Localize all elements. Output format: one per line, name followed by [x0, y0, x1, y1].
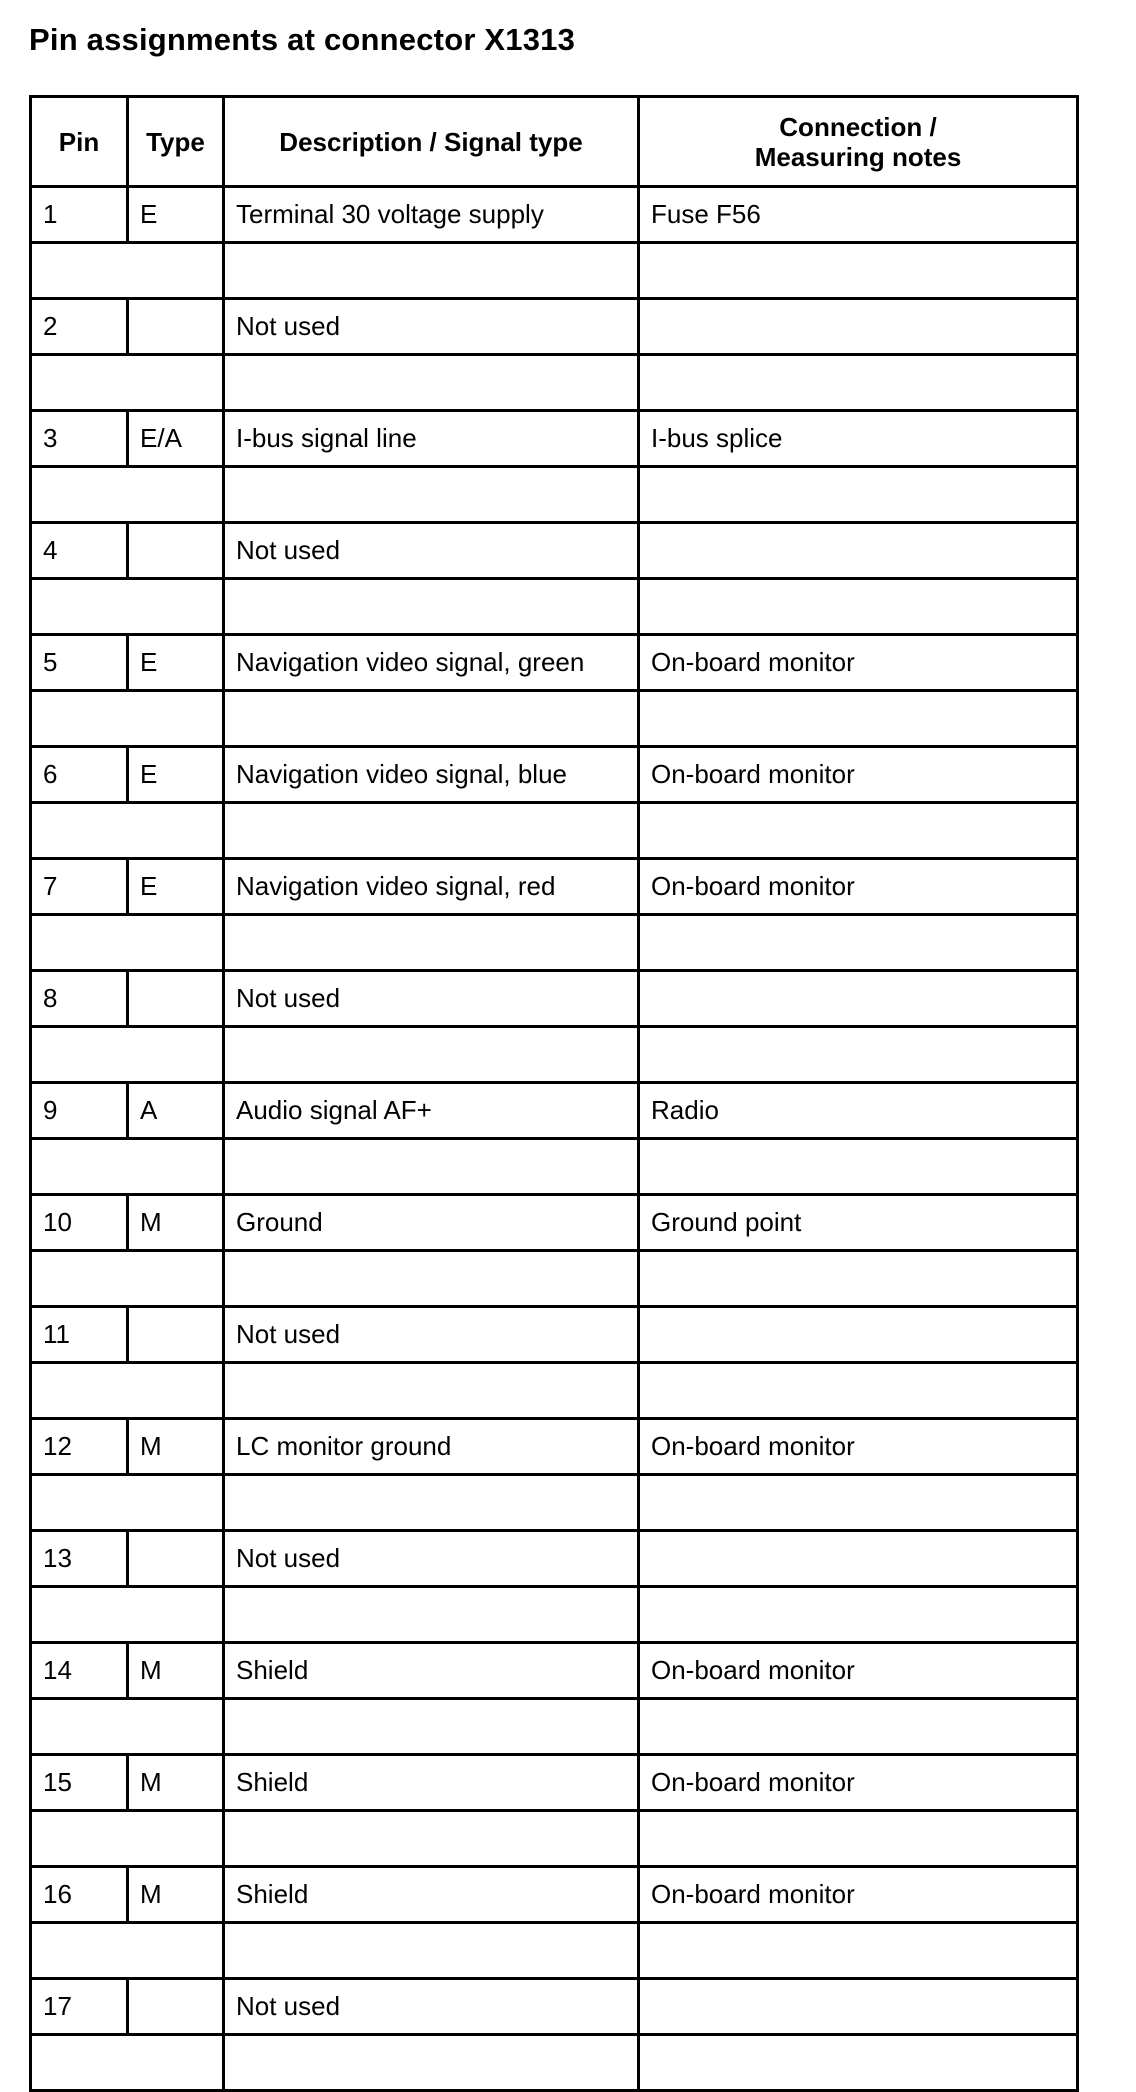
- table-spacer-row: [31, 355, 1078, 411]
- description-cell: Terminal 30 voltage supply: [224, 187, 639, 243]
- connection-cell: Fuse F56: [639, 187, 1078, 243]
- description-cell: Shield: [224, 1867, 639, 1923]
- spacer-cell-pin-type: [31, 1811, 224, 1867]
- table-spacer-row: [31, 579, 1078, 635]
- table-row: [31, 1643, 1078, 1699]
- pin-assignment-table: [29, 95, 1079, 2092]
- table-spacer-row: [31, 1587, 1078, 1643]
- spacer-cell-connection: [639, 1363, 1078, 1419]
- description-cell: Not used: [224, 523, 639, 579]
- table-row: [31, 523, 1078, 579]
- column-header-description: Description / Signal type: [224, 97, 639, 187]
- table-spacer-row: [31, 1251, 1078, 1307]
- spacer-cell-description: [224, 355, 639, 411]
- type-cell: E: [128, 859, 224, 915]
- type-cell: E: [128, 635, 224, 691]
- table-row: [31, 1979, 1078, 2035]
- spacer-cell-pin-type: [31, 579, 224, 635]
- pin-cell: 5: [31, 635, 128, 691]
- table-row: [31, 971, 1078, 1027]
- spacer-cell-description: [224, 1251, 639, 1307]
- table-row: [31, 747, 1078, 803]
- connection-cell: On-board monitor: [639, 1643, 1078, 1699]
- spacer-cell-description: [224, 1811, 639, 1867]
- connection-cell: [639, 1979, 1078, 2035]
- table-row: [31, 1755, 1078, 1811]
- description-cell: Navigation video signal, green: [224, 635, 639, 691]
- description-cell: Not used: [224, 1979, 639, 2035]
- type-cell: M: [128, 1867, 224, 1923]
- spacer-cell-description: [224, 243, 639, 299]
- connection-cell: On-board monitor: [639, 859, 1078, 915]
- connection-cell: On-board monitor: [639, 747, 1078, 803]
- connection-cell: [639, 1307, 1078, 1363]
- spacer-cell-description: [224, 467, 639, 523]
- table-spacer-row: [31, 1811, 1078, 1867]
- column-header-connection-line1: Connection /: [779, 111, 937, 142]
- spacer-cell-description: [224, 2035, 639, 2091]
- spacer-cell-connection: [639, 1811, 1078, 1867]
- pin-cell: 6: [31, 747, 128, 803]
- type-cell: A: [128, 1083, 224, 1139]
- table-row: [31, 187, 1078, 243]
- type-cell: M: [128, 1755, 224, 1811]
- column-header-pin: Pin: [31, 97, 128, 187]
- table-header-row: [31, 97, 1078, 187]
- spacer-cell-description: [224, 1923, 639, 1979]
- spacer-cell-connection: [639, 1923, 1078, 1979]
- spacer-cell-pin-type: [31, 243, 224, 299]
- spacer-cell-pin-type: [31, 1027, 224, 1083]
- connection-cell: Radio: [639, 1083, 1078, 1139]
- table-body: [31, 187, 1078, 2091]
- connection-cell: [639, 971, 1078, 1027]
- spacer-cell-pin-type: [31, 1699, 224, 1755]
- column-header-connection: [639, 97, 1078, 187]
- type-cell: [128, 299, 224, 355]
- description-cell: Not used: [224, 299, 639, 355]
- connection-cell: Ground point: [639, 1195, 1078, 1251]
- spacer-cell-description: [224, 1027, 639, 1083]
- pin-cell: 10: [31, 1195, 128, 1251]
- spacer-cell-connection: [639, 1475, 1078, 1531]
- spacer-cell-connection: [639, 1139, 1078, 1195]
- spacer-cell-description: [224, 1363, 639, 1419]
- table-spacer-row: [31, 1475, 1078, 1531]
- spacer-cell-connection: [639, 579, 1078, 635]
- type-cell: [128, 523, 224, 579]
- spacer-cell-pin-type: [31, 803, 224, 859]
- page-title: Pin assignments at connector X1313: [29, 22, 576, 57]
- spacer-cell-connection: [639, 691, 1078, 747]
- description-cell: Navigation video signal, blue: [224, 747, 639, 803]
- spacer-cell-connection: [639, 1027, 1078, 1083]
- table-spacer-row: [31, 2035, 1078, 2091]
- type-cell: [128, 971, 224, 1027]
- connection-cell: [639, 1531, 1078, 1587]
- description-cell: I-bus signal line: [224, 411, 639, 467]
- pin-cell: 1: [31, 187, 128, 243]
- spacer-cell-pin-type: [31, 1251, 224, 1307]
- spacer-cell-connection: [639, 1587, 1078, 1643]
- pin-cell: 13: [31, 1531, 128, 1587]
- table-spacer-row: [31, 467, 1078, 523]
- spacer-cell-connection: [639, 1251, 1078, 1307]
- pin-cell: 17: [31, 1979, 128, 2035]
- pin-cell: 8: [31, 971, 128, 1027]
- pin-cell: 12: [31, 1419, 128, 1475]
- spacer-cell-connection: [639, 915, 1078, 971]
- type-cell: [128, 1979, 224, 2035]
- spacer-cell-pin-type: [31, 467, 224, 523]
- description-cell: Audio signal AF+: [224, 1083, 639, 1139]
- spacer-cell-description: [224, 915, 639, 971]
- pin-cell: 15: [31, 1755, 128, 1811]
- table-spacer-row: [31, 1139, 1078, 1195]
- pin-cell: 2: [31, 299, 128, 355]
- table-spacer-row: [31, 1923, 1078, 1979]
- connection-cell: I-bus splice: [639, 411, 1078, 467]
- spacer-cell-connection: [639, 2035, 1078, 2091]
- spacer-cell-description: [224, 1475, 639, 1531]
- type-cell: E: [128, 187, 224, 243]
- type-cell: [128, 1531, 224, 1587]
- pin-cell: 9: [31, 1083, 128, 1139]
- description-cell: Shield: [224, 1755, 639, 1811]
- connection-cell: [639, 299, 1078, 355]
- spacer-cell-pin-type: [31, 1139, 224, 1195]
- description-cell: Ground: [224, 1195, 639, 1251]
- pin-cell: 4: [31, 523, 128, 579]
- spacer-cell-description: [224, 1139, 639, 1195]
- type-cell: M: [128, 1195, 224, 1251]
- table-spacer-row: [31, 1699, 1078, 1755]
- spacer-cell-description: [224, 803, 639, 859]
- pin-cell: 16: [31, 1867, 128, 1923]
- pin-cell: 11: [31, 1307, 128, 1363]
- table-row: [31, 859, 1078, 915]
- description-cell: Shield: [224, 1643, 639, 1699]
- description-cell: Not used: [224, 971, 639, 1027]
- pin-cell: 14: [31, 1643, 128, 1699]
- description-cell: LC monitor ground: [224, 1419, 639, 1475]
- connection-cell: [639, 523, 1078, 579]
- spacer-cell-description: [224, 691, 639, 747]
- table-row: [31, 635, 1078, 691]
- spacer-cell-description: [224, 1699, 639, 1755]
- spacer-cell-pin-type: [31, 691, 224, 747]
- description-cell: Not used: [224, 1307, 639, 1363]
- spacer-cell-connection: [639, 355, 1078, 411]
- table-row: [31, 1307, 1078, 1363]
- table-spacer-row: [31, 243, 1078, 299]
- spacer-cell-description: [224, 1587, 639, 1643]
- description-cell: Navigation video signal, red: [224, 859, 639, 915]
- spacer-cell-pin-type: [31, 1923, 224, 1979]
- type-cell: [128, 1307, 224, 1363]
- pin-cell: 7: [31, 859, 128, 915]
- table-row: [31, 299, 1078, 355]
- spacer-cell-pin-type: [31, 1363, 224, 1419]
- connection-cell: On-board monitor: [639, 635, 1078, 691]
- spacer-cell-connection: [639, 467, 1078, 523]
- spacer-cell-pin-type: [31, 1587, 224, 1643]
- table-row: [31, 1867, 1078, 1923]
- type-cell: M: [128, 1419, 224, 1475]
- spacer-cell-pin-type: [31, 915, 224, 971]
- spacer-cell-connection: [639, 803, 1078, 859]
- table-spacer-row: [31, 803, 1078, 859]
- table-row: [31, 1531, 1078, 1587]
- table-row: [31, 1419, 1078, 1475]
- spacer-cell-pin-type: [31, 2035, 224, 2091]
- column-header-type: Type: [128, 97, 224, 187]
- connection-cell: On-board monitor: [639, 1755, 1078, 1811]
- table-spacer-row: [31, 691, 1078, 747]
- column-header-connection-line2: Measuring notes: [754, 141, 962, 172]
- type-cell: E/A: [128, 411, 224, 467]
- connection-cell: On-board monitor: [639, 1867, 1078, 1923]
- connection-cell: On-board monitor: [639, 1419, 1078, 1475]
- type-cell: M: [128, 1643, 224, 1699]
- table-row: [31, 411, 1078, 467]
- spacer-cell-pin-type: [31, 1475, 224, 1531]
- spacer-cell-description: [224, 579, 639, 635]
- table-spacer-row: [31, 915, 1078, 971]
- spacer-cell-connection: [639, 243, 1078, 299]
- spacer-cell-connection: [639, 1699, 1078, 1755]
- spacer-cell-pin-type: [31, 355, 224, 411]
- description-cell: Not used: [224, 1531, 639, 1587]
- pin-cell: 3: [31, 411, 128, 467]
- type-cell: E: [128, 747, 224, 803]
- table-row: [31, 1083, 1078, 1139]
- table-spacer-row: [31, 1027, 1078, 1083]
- table-spacer-row: [31, 1363, 1078, 1419]
- table-row: [31, 1195, 1078, 1251]
